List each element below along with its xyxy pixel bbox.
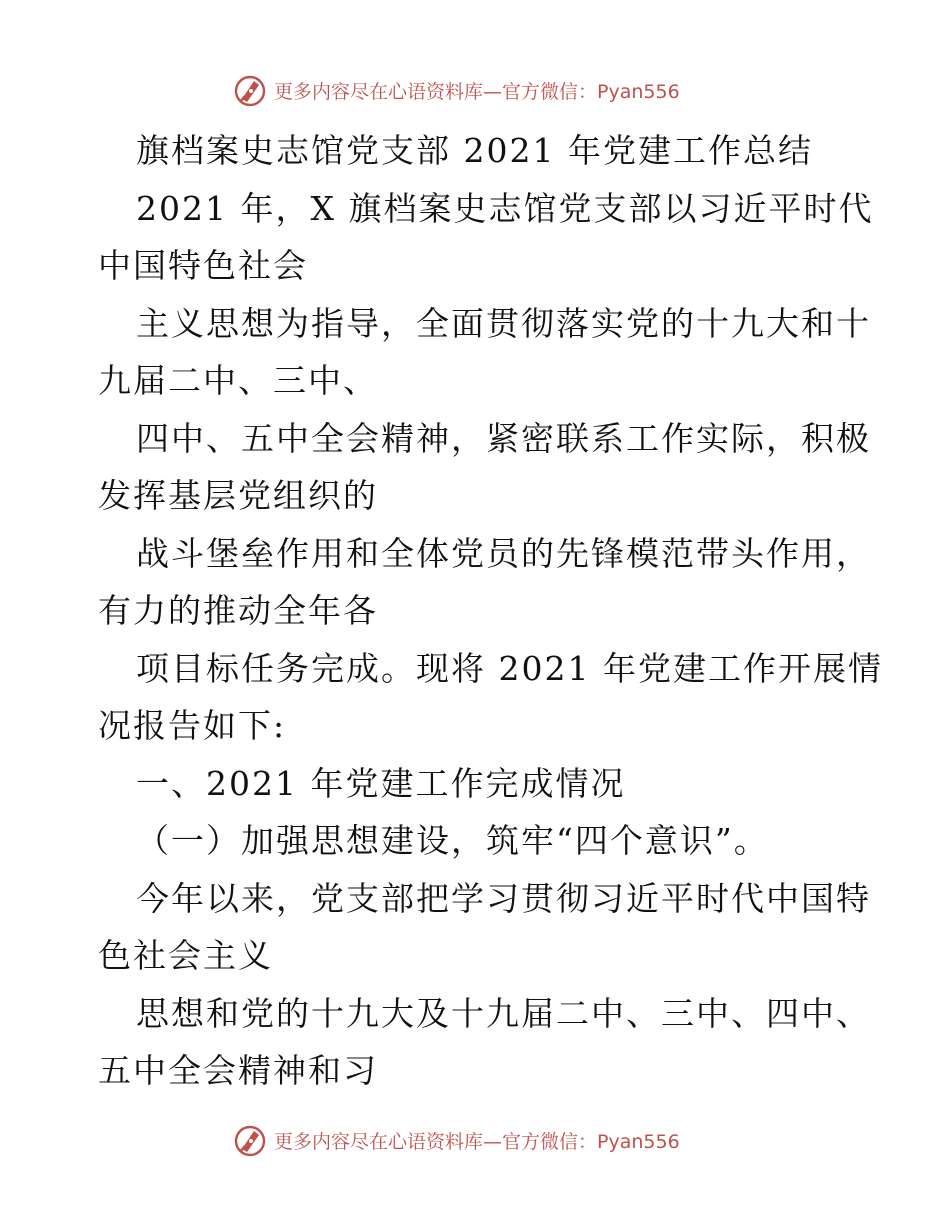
pen-nib-seal-icon [232, 1122, 268, 1158]
section-heading: 一、2021 年党建工作完成情况 [136, 763, 626, 803]
document-title: 旗档案史志馆党支部 2021 年党建工作总结 [136, 131, 813, 170]
banner-main: 更多内容尽在心语资料库 [274, 80, 484, 103]
subsection-heading: （一）加强思想建设，筑牢“四个意识”。 [136, 821, 769, 860]
text-line: 色社会主义 [98, 936, 273, 975]
pen-nib-seal-icon [232, 72, 268, 108]
text-line: 战斗堡垒作用和全体党员的先锋模范带头作用， [136, 533, 871, 573]
text-line: 2021 年，X 旗档案史志馆党支部以习近平时代 [136, 188, 874, 228]
text-line: 况报告如下: [98, 706, 287, 745]
text-line: 发挥基层党组织的 [98, 476, 378, 515]
banner-contact: 官方微信：Pyan556 [502, 80, 680, 103]
text-line: 四中、五中全会精神，紧密联系工作实际，积极 [136, 418, 871, 458]
banner-main: 更多内容尽在心语资料库 [274, 1130, 484, 1153]
text-line: 五中全会精神和习 [98, 1051, 378, 1090]
banner-text [274, 77, 680, 104]
text-line: 九届二中、三中、 [98, 361, 378, 400]
footer-banner [232, 1120, 680, 1160]
text-line: 思想和党的十九大及十九届二中、三中、四中、 [136, 993, 871, 1033]
banner-contact: 官方微信：Pyan556 [502, 1130, 680, 1153]
banner-text [274, 1127, 680, 1154]
text-line: 今年以来，党支部把学习贯彻习近平时代中国特 [136, 878, 871, 918]
banner-separator: — [483, 1130, 503, 1153]
header-banner [232, 70, 680, 110]
text-line: 中国特色社会 [98, 246, 308, 285]
banner-separator: — [483, 80, 503, 103]
text-line: 项目标任务完成。现将 2021 年党建工作开展情 [136, 648, 883, 688]
text-line: 有力的推动全年各 [98, 591, 378, 630]
document-body [98, 122, 883, 1100]
text-line: 主义思想为指导，全面贯彻落实党的十九大和十 [136, 303, 871, 343]
